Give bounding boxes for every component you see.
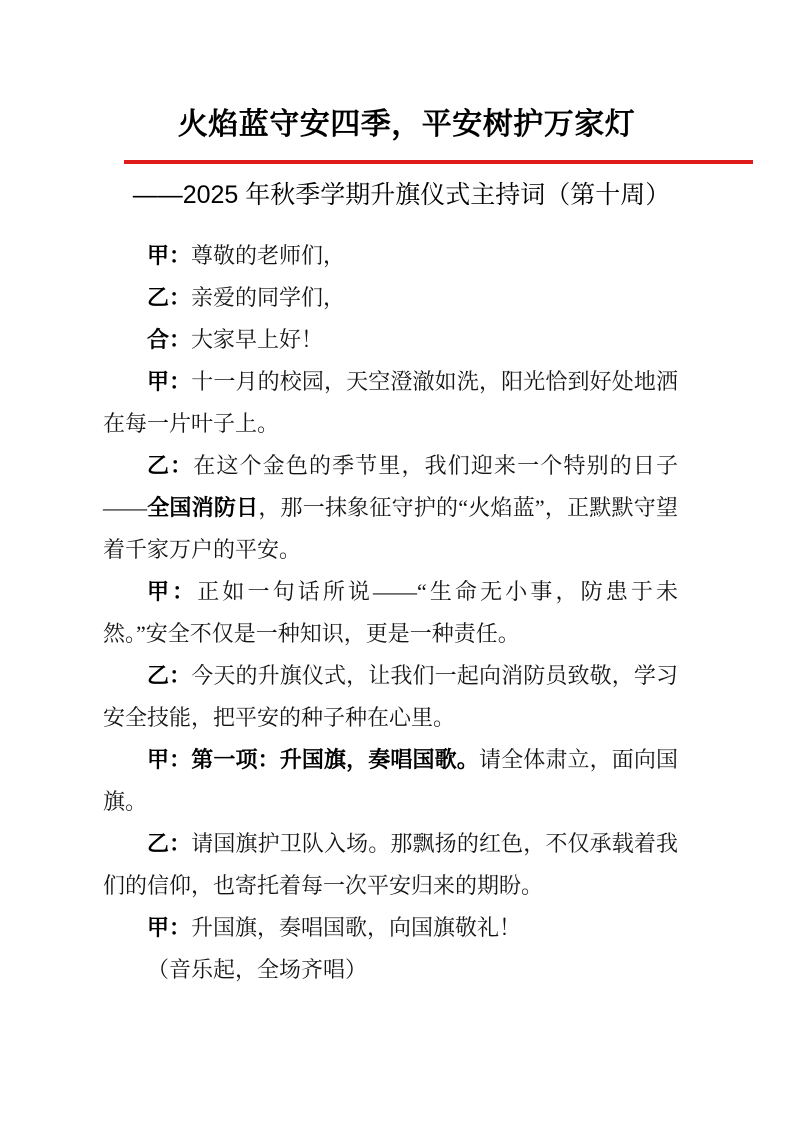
bold-text: 甲： — [147, 243, 192, 268]
document-title: 火焰蓝守安四季，平安树护万家灯 — [177, 108, 636, 141]
body-text-run: （音乐起，全场齐唱） — [147, 957, 368, 982]
bold-text: 甲： — [147, 915, 192, 940]
body-text-run: 今天的升旗仪式，让我们一起向消防员致敬，学习安全技能，把平安的种子种在心里。 — [103, 663, 678, 730]
body-text-run: ，那一抹象征守护的“火焰蓝”，正默默守望着千家万户的平安。 — [103, 495, 678, 562]
body-text-run: 尊敬的老师们， — [191, 243, 346, 268]
body-text-run: 大家早上好！ — [191, 327, 324, 352]
paragraph — [103, 445, 678, 571]
paragraph — [103, 907, 678, 949]
document-subtitle: ——2025 年秋季学期升旗仪式主持词（第十周） — [132, 181, 671, 209]
body-text-run: 升国旗，奏唱国歌，向国旗敬礼！ — [191, 915, 522, 940]
paragraph — [103, 949, 678, 991]
bold-text: 甲： — [147, 369, 192, 394]
bold-text: 乙： — [147, 285, 192, 310]
paragraph — [103, 571, 678, 655]
bold-text: 乙： — [147, 831, 192, 856]
paragraph — [103, 655, 678, 739]
bold-text: 全国消防日 — [147, 495, 259, 520]
body-text-run: 正如一句话所说——“生命无小事，防患于未然。”安全不仅是一种知识，更是一种责任。 — [103, 579, 678, 646]
body-text-run: 在这个金色的季节里，我们迎来一个特别的日子—— — [103, 453, 678, 520]
body-text-run: 请国旗护卫队入场。那飘扬的红色，不仅承载着我们的信仰，也寄托着每一次平安归来的期盼。 — [103, 831, 678, 898]
title-divider — [124, 160, 753, 164]
bold-text: 甲： — [147, 579, 198, 604]
bold-text: 乙： — [147, 453, 194, 478]
bold-text: 乙： — [147, 663, 192, 688]
body-text-run: 十一月的校园，天空澄澈如洗，阳光恰到好处地洒在每一片叶子上。 — [103, 369, 678, 436]
body-text-run: 请全体肃立，面向国旗。 — [103, 747, 678, 814]
bold-text: 甲：第一项：升国旗，奏唱国歌。 — [147, 747, 479, 772]
paragraph — [103, 277, 678, 319]
document-body — [103, 235, 678, 991]
paragraph — [103, 739, 678, 823]
bold-text: 合： — [147, 327, 192, 352]
body-text-run: 亲爱的同学们， — [191, 285, 346, 310]
paragraph — [103, 361, 678, 445]
paragraph — [103, 319, 678, 361]
paragraph — [103, 235, 678, 277]
paragraph — [103, 823, 678, 907]
